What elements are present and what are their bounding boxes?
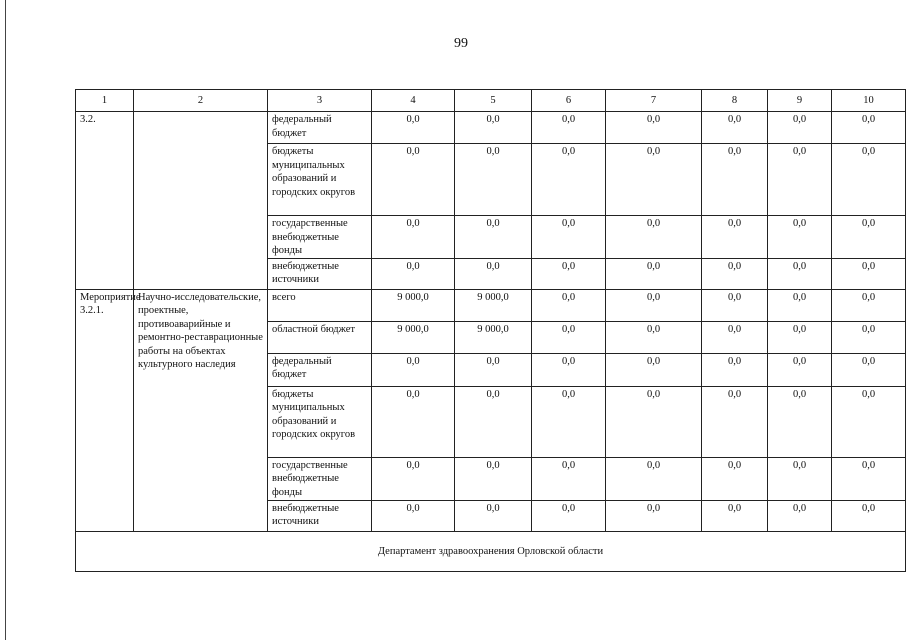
amount-cell: 0,0 [532, 386, 606, 457]
funding-source: федеральный бюджет [268, 112, 372, 144]
amount-cell: 9 000,0 [372, 321, 455, 353]
footer-row [76, 531, 906, 571]
amount-cell: 0,0 [606, 457, 702, 500]
amount-cell: 9 000,0 [372, 289, 455, 321]
amount-cell: 0,0 [832, 386, 906, 457]
amount-cell: 0,0 [768, 112, 832, 144]
amount-cell: 0,0 [832, 112, 906, 144]
amount-cell: 0,0 [832, 144, 906, 216]
section-3-2-1 [76, 289, 906, 531]
column-header: 4 [372, 90, 455, 112]
column-header: 3 [268, 90, 372, 112]
amount-cell: 0,0 [532, 457, 606, 500]
amount-cell: 0,0 [606, 321, 702, 353]
amount-cell: 0,0 [768, 216, 832, 259]
amount-cell: 0,0 [372, 216, 455, 259]
amount-cell: 0,0 [606, 500, 702, 531]
amount-cell: 0,0 [532, 321, 606, 353]
funding-source: федеральный бюджет [268, 353, 372, 386]
amount-cell: 0,0 [455, 216, 532, 259]
amount-cell: 0,0 [532, 289, 606, 321]
amount-cell: 0,0 [455, 353, 532, 386]
amount-cell: 0,0 [606, 144, 702, 216]
column-header: 1 [76, 90, 134, 112]
funding-source: внебюджетные источники [268, 500, 372, 531]
amount-cell: 0,0 [372, 258, 455, 289]
column-header: 7 [606, 90, 702, 112]
amount-cell: 0,0 [768, 386, 832, 457]
amount-cell: 0,0 [532, 500, 606, 531]
column-header: 5 [455, 90, 532, 112]
amount-cell: 0,0 [768, 500, 832, 531]
funding-source: бюджеты муниципальных образований и городских округов [268, 386, 372, 457]
amount-cell: 0,0 [455, 258, 532, 289]
column-header: 2 [134, 90, 268, 112]
amount-cell: 0,0 [768, 289, 832, 321]
department-title: Департамент здравоохранения Орловской области [76, 531, 906, 571]
amount-cell: 0,0 [702, 353, 768, 386]
amount-cell: 0,0 [768, 321, 832, 353]
amount-cell: 0,0 [606, 258, 702, 289]
item-name: Научно-исследовательские, проектные, противоаварийные и ремонтно-реставрационные работы на объектах культурного наследия [134, 289, 268, 531]
amount-cell: 0,0 [606, 216, 702, 259]
amount-cell: 0,0 [832, 289, 906, 321]
amount-cell: 9 000,0 [455, 321, 532, 353]
column-header: 9 [768, 90, 832, 112]
amount-cell: 0,0 [768, 258, 832, 289]
funding-source: внебюджетные источники [268, 258, 372, 289]
amount-cell: 0,0 [532, 353, 606, 386]
amount-cell: 0,0 [702, 216, 768, 259]
item-name [134, 112, 268, 290]
amount-cell: 0,0 [702, 144, 768, 216]
section-3-2 [76, 112, 906, 290]
amount-cell: 0,0 [832, 353, 906, 386]
amount-cell: 0,0 [832, 258, 906, 289]
amount-cell: 0,0 [606, 112, 702, 144]
amount-cell: 0,0 [532, 144, 606, 216]
amount-cell: 0,0 [532, 112, 606, 144]
amount-cell: 0,0 [372, 500, 455, 531]
amount-cell: 0,0 [455, 457, 532, 500]
amount-cell: 0,0 [832, 500, 906, 531]
amount-cell: 0,0 [455, 112, 532, 144]
funding-source: бюджеты муниципальных образований и городских округов [268, 144, 372, 216]
amount-cell: 0,0 [372, 386, 455, 457]
amount-cell: 0,0 [768, 457, 832, 500]
amount-cell: 0,0 [532, 258, 606, 289]
amount-cell: 0,0 [768, 144, 832, 216]
page-edge-line [5, 0, 6, 640]
amount-cell: 0,0 [702, 321, 768, 353]
amount-cell: 0,0 [832, 321, 906, 353]
funding-source: государственные внебюджетные фонды [268, 216, 372, 259]
amount-cell: 0,0 [768, 353, 832, 386]
amount-cell: 0,0 [372, 457, 455, 500]
budget-table [75, 89, 906, 572]
page-number: 99 [454, 36, 468, 51]
amount-cell: 9 000,0 [455, 289, 532, 321]
amount-cell: 0,0 [606, 353, 702, 386]
item-code: 3.2. [76, 112, 134, 290]
funding-source: областной бюджет [268, 321, 372, 353]
funding-source: государственные внебюджетные фонды [268, 457, 372, 500]
amount-cell: 0,0 [832, 216, 906, 259]
amount-cell: 0,0 [832, 457, 906, 500]
amount-cell: 0,0 [372, 112, 455, 144]
funding-source: всего [268, 289, 372, 321]
amount-cell: 0,0 [702, 386, 768, 457]
column-header: 6 [532, 90, 606, 112]
column-header: 10 [832, 90, 906, 112]
amount-cell: 0,0 [606, 289, 702, 321]
amount-cell: 0,0 [702, 112, 768, 144]
table-header-row [76, 90, 906, 112]
amount-cell: 0,0 [606, 386, 702, 457]
amount-cell: 0,0 [532, 216, 606, 259]
amount-cell: 0,0 [455, 386, 532, 457]
amount-cell: 0,0 [372, 353, 455, 386]
amount-cell: 0,0 [455, 500, 532, 531]
amount-cell: 0,0 [455, 144, 532, 216]
column-header: 8 [702, 90, 768, 112]
amount-cell: 0,0 [702, 500, 768, 531]
amount-cell: 0,0 [702, 289, 768, 321]
amount-cell: 0,0 [372, 144, 455, 216]
table-row [76, 112, 906, 144]
amount-cell: 0,0 [702, 258, 768, 289]
amount-cell: 0,0 [702, 457, 768, 500]
item-code: Мероприятие 3.2.1. [76, 289, 134, 531]
table-row [76, 289, 906, 321]
